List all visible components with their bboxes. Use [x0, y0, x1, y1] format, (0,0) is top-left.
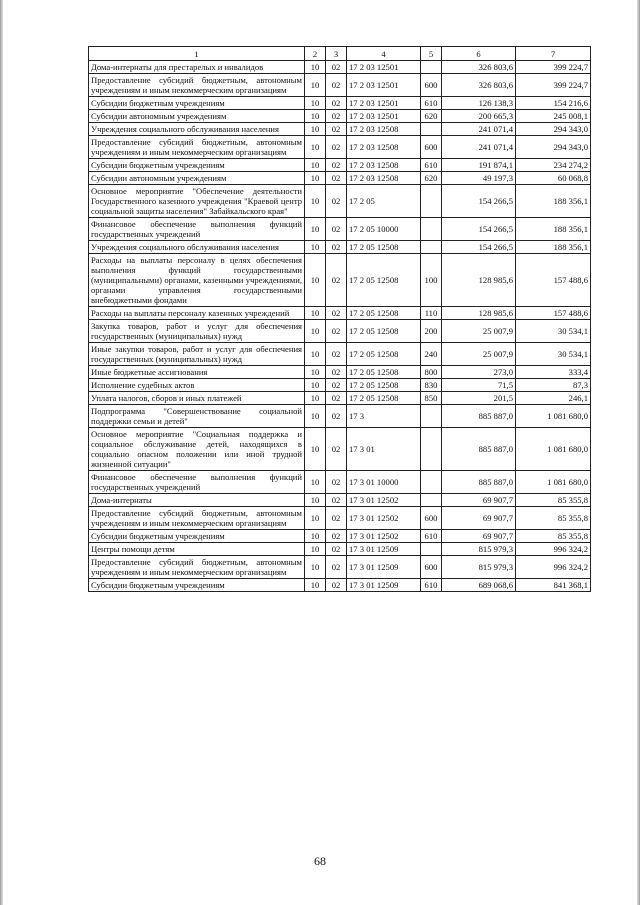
subsection-code-cell: 02 — [326, 185, 347, 218]
expense-type-cell: 100 — [421, 254, 442, 307]
row-name-cell: Субсидии бюджетным учреждениям — [89, 579, 305, 592]
table-row — [89, 185, 591, 218]
amount-year1-cell: 815 979,3 — [442, 556, 516, 579]
row-name-cell: Финансовое обеспечение выполнения функций государственных учреждений — [89, 471, 305, 494]
target-article-cell: 17 2 03 12501 — [347, 97, 421, 110]
row-name-cell: Предоставление субсидий бюджетным, автономным учреждениям и иным некоммерческим организациям — [89, 136, 305, 159]
amount-year2-cell: 188 356,1 — [516, 185, 591, 218]
scan-edge-left — [0, 0, 3, 905]
table-row — [89, 74, 591, 97]
target-article-cell: 17 2 03 12501 — [347, 61, 421, 74]
table-row — [89, 61, 591, 74]
target-article-cell: 17 2 03 12508 — [347, 172, 421, 185]
subsection-code-cell: 02 — [326, 494, 347, 507]
row-name-cell: Основное мероприятие "Социальная поддержка и социальное обслуживание детей, находящихся в социально опасном положении или иной трудной жизненной ситуации" — [89, 428, 305, 471]
section-code-cell: 10 — [305, 428, 326, 471]
target-article-cell: 17 3 01 12509 — [347, 579, 421, 592]
expense-type-cell: 110 — [421, 307, 442, 320]
amount-year2-cell: 246,1 — [516, 392, 591, 405]
expense-type-cell: 600 — [421, 556, 442, 579]
amount-year2-cell: 85 355,8 — [516, 530, 591, 543]
section-code-cell: 10 — [305, 343, 326, 366]
section-code-cell: 10 — [305, 366, 326, 379]
subsection-code-cell: 02 — [326, 218, 347, 241]
section-code-cell: 10 — [305, 123, 326, 136]
amount-year2-cell: 188 356,1 — [516, 218, 591, 241]
amount-year1-cell: 273,0 — [442, 366, 516, 379]
expense-type-cell: 600 — [421, 136, 442, 159]
row-name-cell: Дома-интернаты — [89, 494, 305, 507]
target-article-cell: 17 2 03 12508 — [347, 159, 421, 172]
subsection-code-cell: 02 — [326, 61, 347, 74]
subsection-code-cell: 02 — [326, 307, 347, 320]
expense-type-cell — [421, 428, 442, 471]
row-name-cell: Субсидии бюджетным учреждениям — [89, 159, 305, 172]
amount-year1-cell: 154 266,5 — [442, 241, 516, 254]
target-article-cell: 17 3 01 12509 — [347, 543, 421, 556]
expense-type-cell: 200 — [421, 320, 442, 343]
subsection-code-cell: 02 — [326, 159, 347, 172]
amount-year1-cell: 885 887,0 — [442, 471, 516, 494]
subsection-code-cell: 02 — [326, 379, 347, 392]
amount-year1-cell: 128 985,6 — [442, 254, 516, 307]
amount-year2-cell: 154 216,6 — [516, 97, 591, 110]
row-name-cell: Финансовое обеспечение выполнения функций государственных учреждений — [89, 218, 305, 241]
section-code-cell: 10 — [305, 136, 326, 159]
section-code-cell: 10 — [305, 579, 326, 592]
section-code-cell: 10 — [305, 507, 326, 530]
budget-table — [88, 46, 591, 592]
section-code-cell: 10 — [305, 392, 326, 405]
amount-year1-cell: 885 887,0 — [442, 428, 516, 471]
amount-year2-cell: 188 356,1 — [516, 241, 591, 254]
amount-year2-cell: 245 008,1 — [516, 110, 591, 123]
section-code-cell: 10 — [305, 218, 326, 241]
expense-type-cell — [421, 494, 442, 507]
row-name-cell: Дома-интернаты для престарелых и инвалидов — [89, 61, 305, 74]
expense-type-cell: 610 — [421, 159, 442, 172]
row-name-cell: Закупка товаров, работ и услуг для обеспечения государственных (муниципальных) нужд — [89, 320, 305, 343]
expense-type-cell: 610 — [421, 579, 442, 592]
section-code-cell: 10 — [305, 556, 326, 579]
subsection-code-cell: 02 — [326, 366, 347, 379]
amount-year2-cell: 234 274,2 — [516, 159, 591, 172]
amount-year2-cell: 30 534,1 — [516, 320, 591, 343]
row-name-cell: Уплата налогов, сборов и иных платежей — [89, 392, 305, 405]
subsection-code-cell: 02 — [326, 556, 347, 579]
amount-year1-cell: 69 907,7 — [442, 494, 516, 507]
subsection-code-cell: 02 — [326, 110, 347, 123]
amount-year2-cell: 87,3 — [516, 379, 591, 392]
expense-type-cell: 610 — [421, 97, 442, 110]
row-name-cell: Исполнение судебных актов — [89, 379, 305, 392]
expense-type-cell — [421, 471, 442, 494]
row-name-cell: Подпрограмма "Совершенствование социальной поддержки семьи и детей" — [89, 405, 305, 428]
column-header: 6 — [442, 47, 516, 61]
target-article-cell: 17 2 03 12501 — [347, 74, 421, 97]
section-code-cell: 10 — [305, 405, 326, 428]
row-name-cell: Предоставление субсидий бюджетным, автономным учреждениям и иным некоммерческим организациям — [89, 74, 305, 97]
column-header: 7 — [516, 47, 591, 61]
section-code-cell: 10 — [305, 471, 326, 494]
subsection-code-cell: 02 — [326, 392, 347, 405]
amount-year1-cell: 69 907,7 — [442, 507, 516, 530]
column-header: 1 — [89, 47, 305, 61]
amount-year2-cell: 399 224,7 — [516, 61, 591, 74]
amount-year1-cell: 241 071,4 — [442, 136, 516, 159]
expense-type-cell: 600 — [421, 74, 442, 97]
section-code-cell: 10 — [305, 543, 326, 556]
amount-year1-cell: 71,5 — [442, 379, 516, 392]
table-row — [89, 379, 591, 392]
amount-year2-cell: 1 081 680,0 — [516, 471, 591, 494]
expense-type-cell: 830 — [421, 379, 442, 392]
amount-year2-cell: 60 068,8 — [516, 172, 591, 185]
subsection-code-cell: 02 — [326, 254, 347, 307]
target-article-cell: 17 3 01 12502 — [347, 494, 421, 507]
row-name-cell: Учреждения социального обслуживания населения — [89, 241, 305, 254]
table-row — [89, 123, 591, 136]
amount-year1-cell: 126 138,3 — [442, 97, 516, 110]
table-row — [89, 392, 591, 405]
expense-type-cell: 620 — [421, 172, 442, 185]
column-header: 3 — [326, 47, 347, 61]
target-article-cell: 17 3 01 10000 — [347, 471, 421, 494]
section-code-cell: 10 — [305, 320, 326, 343]
expense-type-cell: 610 — [421, 530, 442, 543]
subsection-code-cell: 02 — [326, 172, 347, 185]
amount-year1-cell: 241 071,4 — [442, 123, 516, 136]
section-code-cell: 10 — [305, 185, 326, 218]
column-header: 4 — [347, 47, 421, 61]
subsection-code-cell: 02 — [326, 471, 347, 494]
row-name-cell: Учреждения социального обслуживания населения — [89, 123, 305, 136]
row-name-cell: Основное мероприятие "Обеспечение деятельности Государственного казенного учреждения "Краевой центр социальной защиты населения" Забайкальского края" — [89, 185, 305, 218]
section-code-cell: 10 — [305, 97, 326, 110]
subsection-code-cell: 02 — [326, 320, 347, 343]
expense-type-cell: 600 — [421, 507, 442, 530]
expense-type-cell — [421, 185, 442, 218]
subsection-code-cell: 02 — [326, 428, 347, 471]
table-body — [89, 61, 591, 592]
amount-year1-cell: 200 665,3 — [442, 110, 516, 123]
row-name-cell: Субсидии автономным учреждениям — [89, 110, 305, 123]
subsection-code-cell: 02 — [326, 343, 347, 366]
section-code-cell: 10 — [305, 172, 326, 185]
expense-type-cell — [421, 405, 442, 428]
table-header-row — [89, 47, 591, 61]
amount-year1-cell: 326 803,6 — [442, 74, 516, 97]
target-article-cell: 17 3 — [347, 405, 421, 428]
column-header: 5 — [421, 47, 442, 61]
expense-type-cell: 240 — [421, 343, 442, 366]
table-row — [89, 507, 591, 530]
amount-year2-cell: 30 534,1 — [516, 343, 591, 366]
amount-year2-cell: 333,4 — [516, 366, 591, 379]
table-row — [89, 136, 591, 159]
amount-year1-cell: 201,5 — [442, 392, 516, 405]
amount-year2-cell: 85 355,8 — [516, 494, 591, 507]
target-article-cell: 17 2 05 — [347, 185, 421, 218]
expense-type-cell: 800 — [421, 366, 442, 379]
subsection-code-cell: 02 — [326, 241, 347, 254]
row-name-cell: Центры помощи детям — [89, 543, 305, 556]
section-code-cell: 10 — [305, 110, 326, 123]
table-row — [89, 366, 591, 379]
target-article-cell: 17 2 05 12508 — [347, 366, 421, 379]
target-article-cell: 17 2 05 12508 — [347, 392, 421, 405]
page-number: 68 — [314, 854, 326, 868]
subsection-code-cell: 02 — [326, 530, 347, 543]
target-article-cell: 17 2 05 10000 — [347, 218, 421, 241]
table-row — [89, 218, 591, 241]
amount-year2-cell: 157 488,6 — [516, 307, 591, 320]
target-article-cell: 17 2 03 12501 — [347, 110, 421, 123]
table-row — [89, 254, 591, 307]
table-row — [89, 97, 591, 110]
subsection-code-cell: 02 — [326, 579, 347, 592]
section-code-cell: 10 — [305, 74, 326, 97]
target-article-cell: 17 2 03 12508 — [347, 136, 421, 159]
expense-type-cell: 850 — [421, 392, 442, 405]
row-name-cell: Предоставление субсидий бюджетным, автономным учреждениям и иным некоммерческим организациям — [89, 507, 305, 530]
target-article-cell: 17 2 05 12508 — [347, 307, 421, 320]
amount-year1-cell: 885 887,0 — [442, 405, 516, 428]
row-name-cell: Предоставление субсидий бюджетным, автономным учреждениям и иным некоммерческим организациям — [89, 556, 305, 579]
target-article-cell: 17 2 05 12508 — [347, 320, 421, 343]
amount-year1-cell: 128 985,6 — [442, 307, 516, 320]
document-sheet — [88, 46, 590, 592]
section-code-cell: 10 — [305, 307, 326, 320]
amount-year2-cell: 1 081 680,0 — [516, 428, 591, 471]
amount-year1-cell: 191 874,1 — [442, 159, 516, 172]
amount-year1-cell: 69 907,7 — [442, 530, 516, 543]
section-code-cell: 10 — [305, 379, 326, 392]
table-row — [89, 307, 591, 320]
table-row — [89, 579, 591, 592]
section-code-cell: 10 — [305, 241, 326, 254]
row-name-cell: Субсидии бюджетным учреждениям — [89, 530, 305, 543]
target-article-cell: 17 2 05 12508 — [347, 241, 421, 254]
table-row — [89, 556, 591, 579]
subsection-code-cell: 02 — [326, 136, 347, 159]
amount-year1-cell: 815 979,3 — [442, 543, 516, 556]
table-row — [89, 471, 591, 494]
amount-year1-cell: 25 007,9 — [442, 320, 516, 343]
target-article-cell: 17 3 01 12502 — [347, 530, 421, 543]
expense-type-cell: 620 — [421, 110, 442, 123]
table-row — [89, 530, 591, 543]
expense-type-cell — [421, 241, 442, 254]
section-code-cell: 10 — [305, 530, 326, 543]
section-code-cell: 10 — [305, 254, 326, 307]
table-row — [89, 543, 591, 556]
amount-year2-cell: 157 488,6 — [516, 254, 591, 307]
amount-year1-cell: 154 266,5 — [442, 185, 516, 218]
target-article-cell: 17 3 01 12502 — [347, 507, 421, 530]
row-name-cell: Иные бюджетные ассигнования — [89, 366, 305, 379]
subsection-code-cell: 02 — [326, 123, 347, 136]
expense-type-cell — [421, 61, 442, 74]
amount-year2-cell: 996 324,2 — [516, 543, 591, 556]
subsection-code-cell: 02 — [326, 405, 347, 428]
amount-year1-cell: 326 803,6 — [442, 61, 516, 74]
row-name-cell: Субсидии бюджетным учреждениям — [89, 97, 305, 110]
table-row — [89, 110, 591, 123]
target-article-cell: 17 2 03 12508 — [347, 123, 421, 136]
target-article-cell: 17 2 05 12508 — [347, 254, 421, 307]
amount-year2-cell: 1 081 680,0 — [516, 405, 591, 428]
section-code-cell: 10 — [305, 159, 326, 172]
table-row — [89, 159, 591, 172]
subsection-code-cell: 02 — [326, 74, 347, 97]
table-row — [89, 241, 591, 254]
row-name-cell: Субсидии автономным учреждениям — [89, 172, 305, 185]
amount-year2-cell: 294 343,0 — [516, 136, 591, 159]
target-article-cell: 17 3 01 12509 — [347, 556, 421, 579]
amount-year1-cell: 689 068,6 — [442, 579, 516, 592]
row-name-cell: Иные закупки товаров, работ и услуг для обеспечения государственных (муниципальных) нужд — [89, 343, 305, 366]
row-name-cell: Расходы на выплаты персоналу казенных учреждений — [89, 307, 305, 320]
table-row — [89, 172, 591, 185]
amount-year2-cell: 996 324,2 — [516, 556, 591, 579]
expense-type-cell — [421, 218, 442, 241]
row-name-cell: Расходы на выплаты персоналу в целях обеспечения выполнения функций государственными (муниципальными) органами, казенными учреждениями, органами управления государственными внебюджетными фондами — [89, 254, 305, 307]
table-row — [89, 320, 591, 343]
target-article-cell: 17 2 05 12508 — [347, 379, 421, 392]
amount-year2-cell: 841 368,1 — [516, 579, 591, 592]
subsection-code-cell: 02 — [326, 97, 347, 110]
amount-year1-cell: 49 197,3 — [442, 172, 516, 185]
table-row — [89, 494, 591, 507]
amount-year2-cell: 85 355,8 — [516, 507, 591, 530]
column-header: 2 — [305, 47, 326, 61]
expense-type-cell — [421, 543, 442, 556]
target-article-cell: 17 2 05 12508 — [347, 343, 421, 366]
amount-year1-cell: 154 266,5 — [442, 218, 516, 241]
table-row — [89, 343, 591, 366]
section-code-cell: 10 — [305, 494, 326, 507]
subsection-code-cell: 02 — [326, 543, 347, 556]
expense-type-cell — [421, 123, 442, 136]
target-article-cell: 17 3 01 — [347, 428, 421, 471]
amount-year2-cell: 399 224,7 — [516, 74, 591, 97]
amount-year1-cell: 25 007,9 — [442, 343, 516, 366]
amount-year2-cell: 294 343,0 — [516, 123, 591, 136]
subsection-code-cell: 02 — [326, 507, 347, 530]
section-code-cell: 10 — [305, 61, 326, 74]
table-row — [89, 405, 591, 428]
table-row — [89, 428, 591, 471]
